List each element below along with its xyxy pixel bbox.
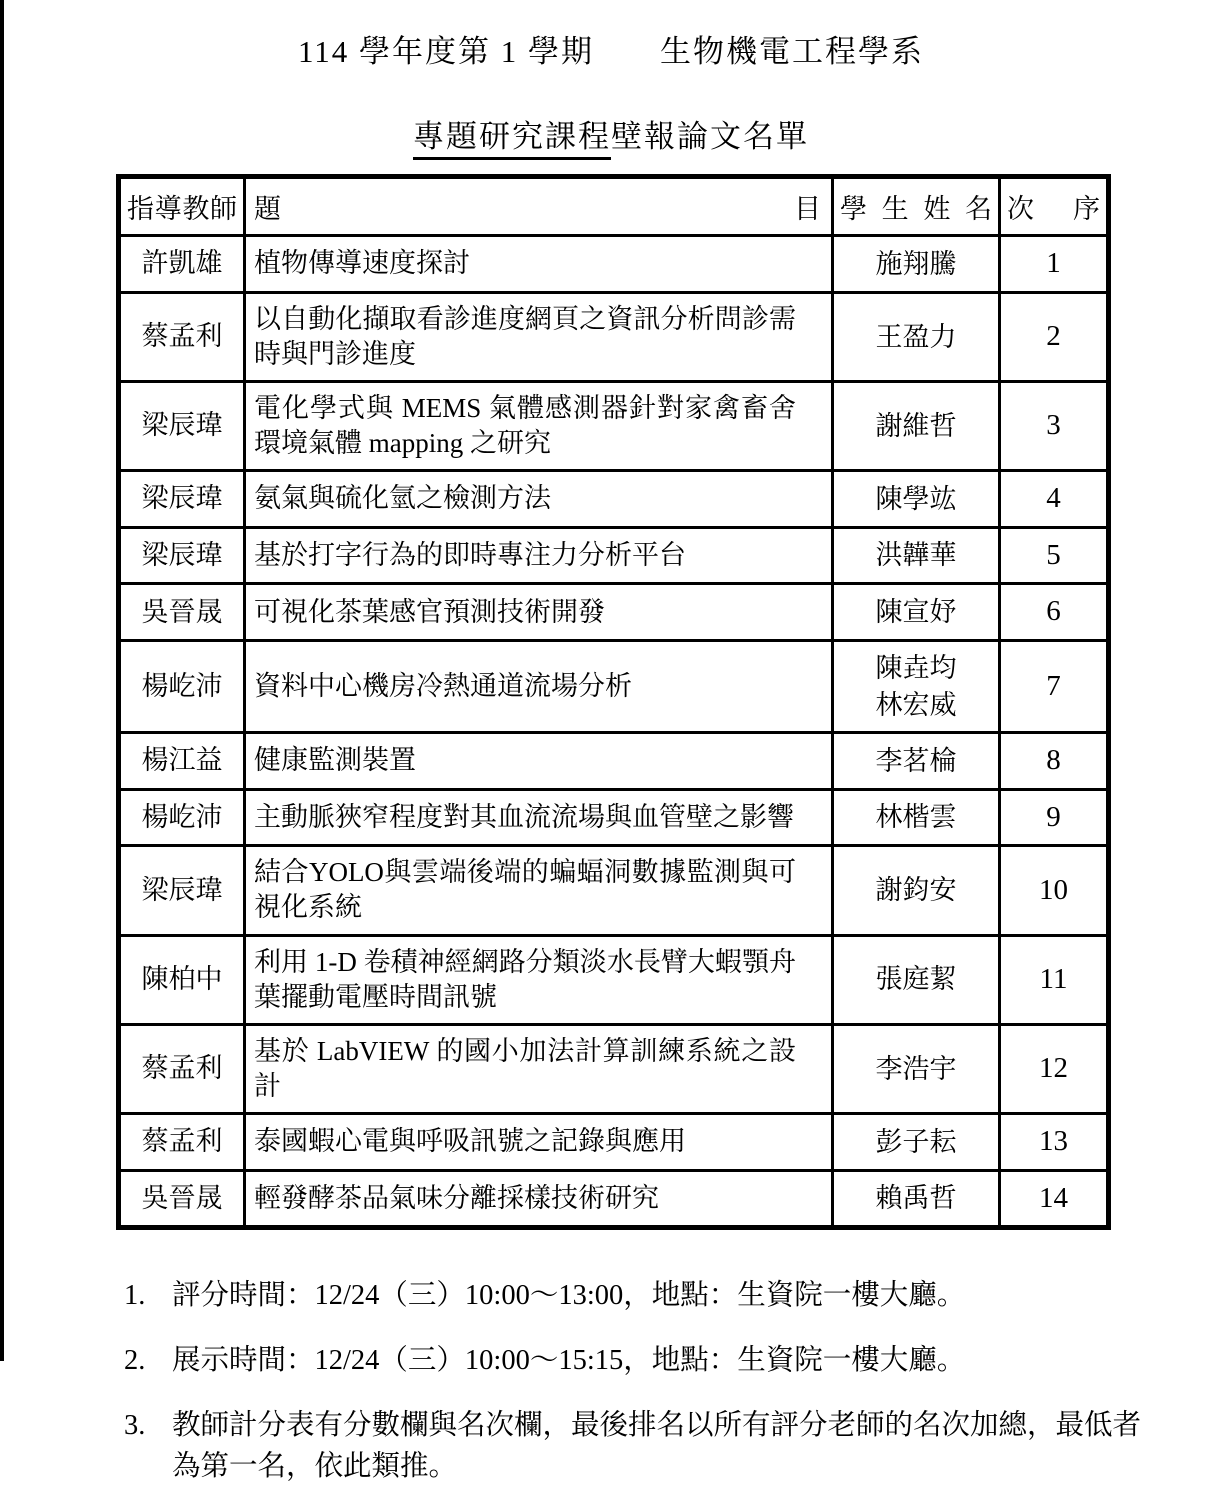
advisor-cell: 許凱雄 xyxy=(119,236,245,293)
advisor-cell: 梁辰瑋 xyxy=(119,471,245,528)
table-row xyxy=(119,1024,1109,1113)
order-cell: 11 xyxy=(1000,935,1109,1024)
topic-cell: 泰國蝦心電與呼吸訊號之記錄與應用 xyxy=(245,1113,833,1170)
advisor-cell: 蔡孟利 xyxy=(119,1113,245,1170)
table-row xyxy=(119,641,1109,733)
order-cell: 6 xyxy=(1000,584,1109,641)
order-cell: 13 xyxy=(1000,1113,1109,1170)
student-name: 彭子耘 xyxy=(875,1126,957,1157)
order-cell: 9 xyxy=(1000,789,1109,846)
student-name: 賴禹哲 xyxy=(875,1183,957,1214)
student-name: 李浩宇 xyxy=(875,1053,957,1084)
column-header-topic: 題目 xyxy=(245,177,833,236)
students-cell xyxy=(833,1113,1000,1170)
subtitle-rest-part: 壁報論文名單 xyxy=(611,119,809,154)
page-left-border xyxy=(0,0,4,1361)
advisor-cell: 梁辰瑋 xyxy=(119,846,245,935)
order-cell: 1 xyxy=(1000,236,1109,293)
advisor-cell: 梁辰瑋 xyxy=(119,527,245,584)
students-cell xyxy=(833,471,1000,528)
table-row xyxy=(119,527,1109,584)
note-item xyxy=(124,1341,1164,1382)
student-name: 謝鈞安 xyxy=(875,875,957,906)
topic-cell: 電化學式與 MEMS 氣體感測器針對家禽畜舍環境氣體 mapping 之研究 xyxy=(245,381,833,470)
document-content xyxy=(116,0,1142,1487)
student-name: 林宏威 xyxy=(875,689,957,720)
note-number: 3. xyxy=(124,1409,146,1441)
topic-cell: 基於 LabVIEW 的國小加法計算訓練系統之設計 xyxy=(245,1024,833,1113)
advisor-cell: 楊江益 xyxy=(119,733,245,790)
student-name: 陳垚均 xyxy=(875,653,957,684)
topic-cell: 主動脈狹窄程度對其血流流場與血管壁之影響 xyxy=(245,789,833,846)
student-name: 洪韡華 xyxy=(875,540,957,571)
students-cell xyxy=(833,935,1000,1024)
advisor-cell: 陳柏中 xyxy=(119,935,245,1024)
note-item xyxy=(124,1276,1164,1317)
students-cell xyxy=(833,292,1000,381)
table-row xyxy=(119,789,1109,846)
order-cell: 14 xyxy=(1000,1170,1109,1228)
table-row xyxy=(119,471,1109,528)
table-row xyxy=(119,1170,1109,1228)
column-header-students: 學生姓名 xyxy=(833,177,1000,236)
table-row xyxy=(119,1113,1109,1170)
student-name: 張庭絜 xyxy=(875,964,957,995)
student-name: 李茗棆 xyxy=(875,745,957,776)
student-name: 謝維哲 xyxy=(875,410,957,441)
advisor-cell: 梁辰瑋 xyxy=(119,381,245,470)
subtitle-underlined-part: 專題研究課程 xyxy=(413,119,611,160)
order-cell: 7 xyxy=(1000,641,1109,733)
students-cell xyxy=(833,381,1000,470)
notes-list xyxy=(124,1276,1164,1487)
students-cell xyxy=(833,1024,1000,1113)
topic-cell: 輕發酵茶品氣味分離採樣技術研究 xyxy=(245,1170,833,1228)
note-number: 1. xyxy=(124,1280,146,1312)
table-row xyxy=(119,846,1109,935)
student-name: 王盈力 xyxy=(875,321,957,352)
topic-cell: 基於打字行為的即時專注力分析平台 xyxy=(245,527,833,584)
students-cell xyxy=(833,733,1000,790)
students-cell xyxy=(833,641,1000,733)
note-text: 展示時間：12/24（三）10:00～15:15，地點：生資院一樓大廳。 xyxy=(172,1345,966,1377)
order-cell: 2 xyxy=(1000,292,1109,381)
topic-cell: 利用 1-D 卷積神經網路分類淡水長臂大蝦顎舟葉擺動電壓時間訊號 xyxy=(245,935,833,1024)
topic-cell: 健康監測裝置 xyxy=(245,733,833,790)
document-title: 114 學年度第 1 學期 生物機電工程學系 xyxy=(297,34,925,69)
advisor-cell: 蔡孟利 xyxy=(119,1024,245,1113)
poster-paper-table xyxy=(116,174,1111,1230)
advisor-cell: 吳晉晟 xyxy=(119,1170,245,1228)
order-cell: 5 xyxy=(1000,527,1109,584)
table-row xyxy=(119,292,1109,381)
student-name: 陳宣妤 xyxy=(875,597,957,628)
table-row xyxy=(119,236,1109,293)
table-header-row xyxy=(119,177,1109,236)
table-row xyxy=(119,935,1109,1024)
topic-cell: 資料中心機房冷熱通道流場分析 xyxy=(245,641,833,733)
students-cell xyxy=(833,789,1000,846)
table-row xyxy=(119,733,1109,790)
table-row xyxy=(119,381,1109,470)
students-cell xyxy=(833,1170,1000,1228)
students-cell xyxy=(833,846,1000,935)
students-cell xyxy=(833,584,1000,641)
note-number: 2. xyxy=(124,1345,146,1377)
table-row xyxy=(119,584,1109,641)
advisor-cell: 吳晉晟 xyxy=(119,584,245,641)
order-cell: 4 xyxy=(1000,471,1109,528)
students-cell xyxy=(833,527,1000,584)
column-header-advisor: 指導教師 xyxy=(119,177,245,236)
advisor-cell: 楊屹沛 xyxy=(119,641,245,733)
document-subtitle xyxy=(116,111,1106,156)
topic-cell: 以自動化擷取看診進度網頁之資訊分析問診需時與門診進度 xyxy=(245,292,833,381)
note-text: 教師計分表有分數欄與名次欄，最後排名以所有評分老師的名次加總，最低者為第一名，依此類推。 xyxy=(172,1409,1142,1482)
note-text: 評分時間：12/24（三）10:00～13:00，地點：生資院一樓大廳。 xyxy=(172,1280,966,1312)
topic-cell: 氨氣與硫化氫之檢測方法 xyxy=(245,471,833,528)
topic-cell: 可視化茶葉感官預測技術開發 xyxy=(245,584,833,641)
order-cell: 3 xyxy=(1000,381,1109,470)
students-cell xyxy=(833,236,1000,293)
student-name: 陳學竑 xyxy=(875,483,957,514)
note-item xyxy=(124,1406,1164,1487)
topic-cell: 結合YOLO與雲端後端的蝙蝠洞數據監測與可視化系統 xyxy=(245,846,833,935)
advisor-cell: 蔡孟利 xyxy=(119,292,245,381)
student-name: 林楷雲 xyxy=(875,802,957,833)
order-cell: 10 xyxy=(1000,846,1109,935)
student-name: 施翔騰 xyxy=(875,248,957,279)
advisor-cell: 楊屹沛 xyxy=(119,789,245,846)
order-cell: 12 xyxy=(1000,1024,1109,1113)
topic-cell: 植物傳導速度探討 xyxy=(245,236,833,293)
order-cell: 8 xyxy=(1000,733,1109,790)
paper-table-body xyxy=(119,236,1109,1228)
column-header-order: 次序 xyxy=(1000,177,1109,236)
